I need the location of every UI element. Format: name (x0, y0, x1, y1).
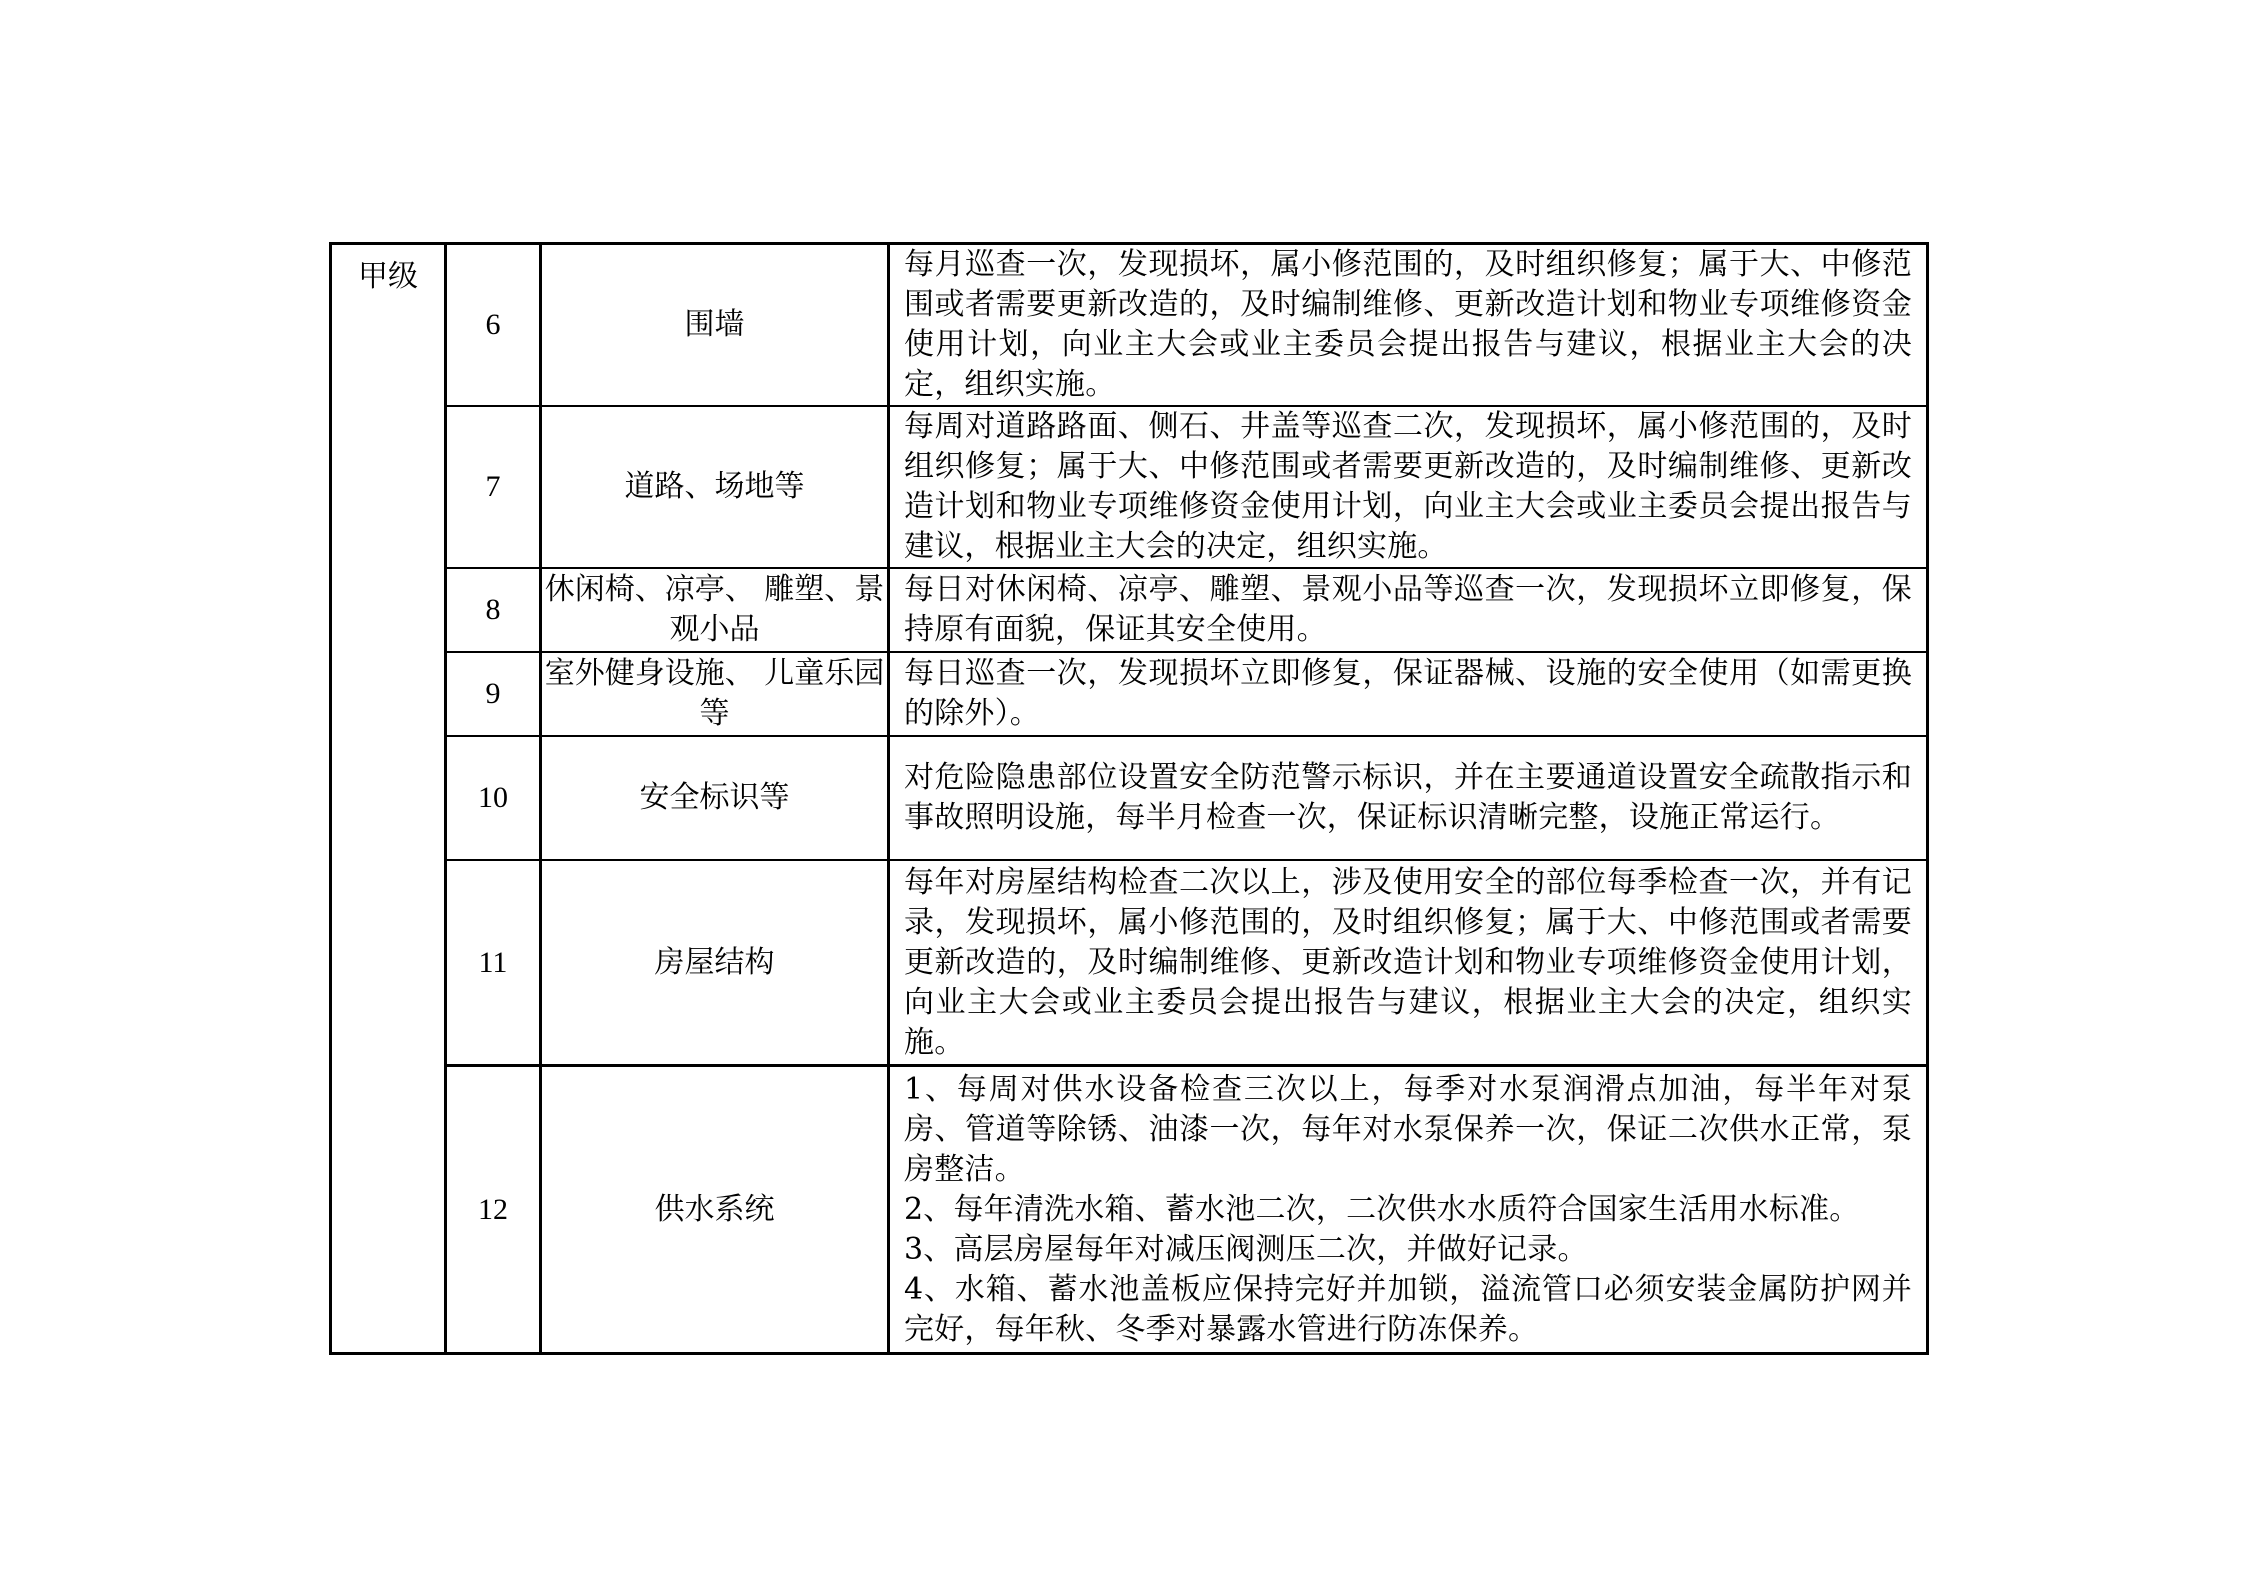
item-requirement (889, 652, 1928, 736)
row-number: 10 (446, 736, 541, 860)
item-requirement (889, 406, 1928, 568)
item-name: 安全标识等 (541, 736, 889, 860)
item-requirement (889, 1066, 1928, 1354)
item-name (541, 652, 889, 736)
requirement-text: 每年对房屋结构检查二次以上，涉及使用安全的部位每季检查一次，并有记录，发现损坏，属小修范围的，及时组织修复；属于大、中修范围或者需要更新改造的，及时编制维修、更新改造计划和物业专项维修资金使用计划，向业主大会或业主委员会提出报告与建议，根据业主大会的决定，组织实施。 (904, 864, 1912, 1060)
maintenance-standard-table (329, 242, 1929, 1355)
requirement-text: 每月巡查一次，发现损坏，属小修范围的，及时组织修复；属于大、中修范围或者需要更新改造的，及时编制维修、更新改造计划和物业专项维修资金使用计划，向业主大会或业主委员会提出报告与建议，根据业主大会的决定，组织实施。 (904, 247, 1912, 402)
row-number: 6 (446, 244, 541, 407)
table-row (331, 244, 1928, 407)
row-number: 11 (446, 860, 541, 1066)
item-requirement (889, 244, 1928, 407)
table-row (331, 652, 1928, 736)
item-name-line: 儿童乐园等 (699, 656, 885, 731)
requirement-text: 对危险隐患部位设置安全防范警示标识，并在主要通道设置安全疏散指示和事故照明设施，每半月检查一次，保证标识清晰完整，设施正常运行。 (904, 760, 1912, 835)
item-name: 道路、场地等 (541, 406, 889, 568)
item-name-line: 雕塑、景观小品 (669, 572, 885, 647)
requirement-text: 1、每周对供水设备检查三次以上，每季对水泵润滑点加油，每半年对泵房、管道等除锈、油漆一次，每年对水泵保养一次，保证二次供水正常，泵房整洁。 (904, 1071, 1912, 1187)
requirement-text: 2、每年清洗水箱、蓄水池二次，二次供水水质符合国家生活用水标准。 (904, 1191, 1860, 1227)
row-number: 12 (446, 1066, 541, 1354)
requirement-text: 每日巡查一次，发现损坏立即修复，保证器械、设施的安全使用（如需更换的除外）。 (904, 656, 1912, 731)
requirement-text: 每周对道路路面、侧石、井盖等巡查二次，发现损坏，属小修范围的，及时组织修复；属于大、中修范围或者需要更新改造的，及时编制维修、更新改造计划和物业专项维修资金使用计划，向业主大会或业主委员会提出报告与建议，根据业主大会的决定，组织实施。 (904, 409, 1912, 564)
item-name: 房屋结构 (541, 860, 889, 1066)
table-row (331, 406, 1928, 568)
item-name-line: 室外健身设施、 (544, 656, 755, 691)
item-name-line: 休闲椅、凉亭、 (544, 572, 755, 607)
item-name: 围墙 (541, 244, 889, 407)
table-row (331, 1066, 1928, 1354)
item-requirement (889, 860, 1928, 1066)
requirement-text: 4、水箱、蓄水池盖板应保持完好并加锁，溢流管口必须安装金属防护网并完好，每年秋、冬季对暴露水管进行防冻保养。 (904, 1271, 1912, 1347)
table-row (331, 736, 1928, 860)
item-requirement (889, 736, 1928, 860)
row-number: 9 (446, 652, 541, 736)
row-number: 8 (446, 568, 541, 652)
table-row (331, 860, 1928, 1066)
item-requirement (889, 568, 1928, 652)
grade-cell: 甲级 (331, 244, 446, 1354)
requirement-text: 3、高层房屋每年对减压阀测压二次，并做好记录。 (904, 1231, 1588, 1267)
row-number: 7 (446, 406, 541, 568)
item-name: 供水系统 (541, 1066, 889, 1354)
item-name (541, 568, 889, 652)
requirement-text: 每日对休闲椅、凉亭、雕塑、景观小品等巡查一次，发现损坏立即修复，保持原有面貌，保证其安全使用。 (904, 572, 1912, 647)
table-row (331, 568, 1928, 652)
